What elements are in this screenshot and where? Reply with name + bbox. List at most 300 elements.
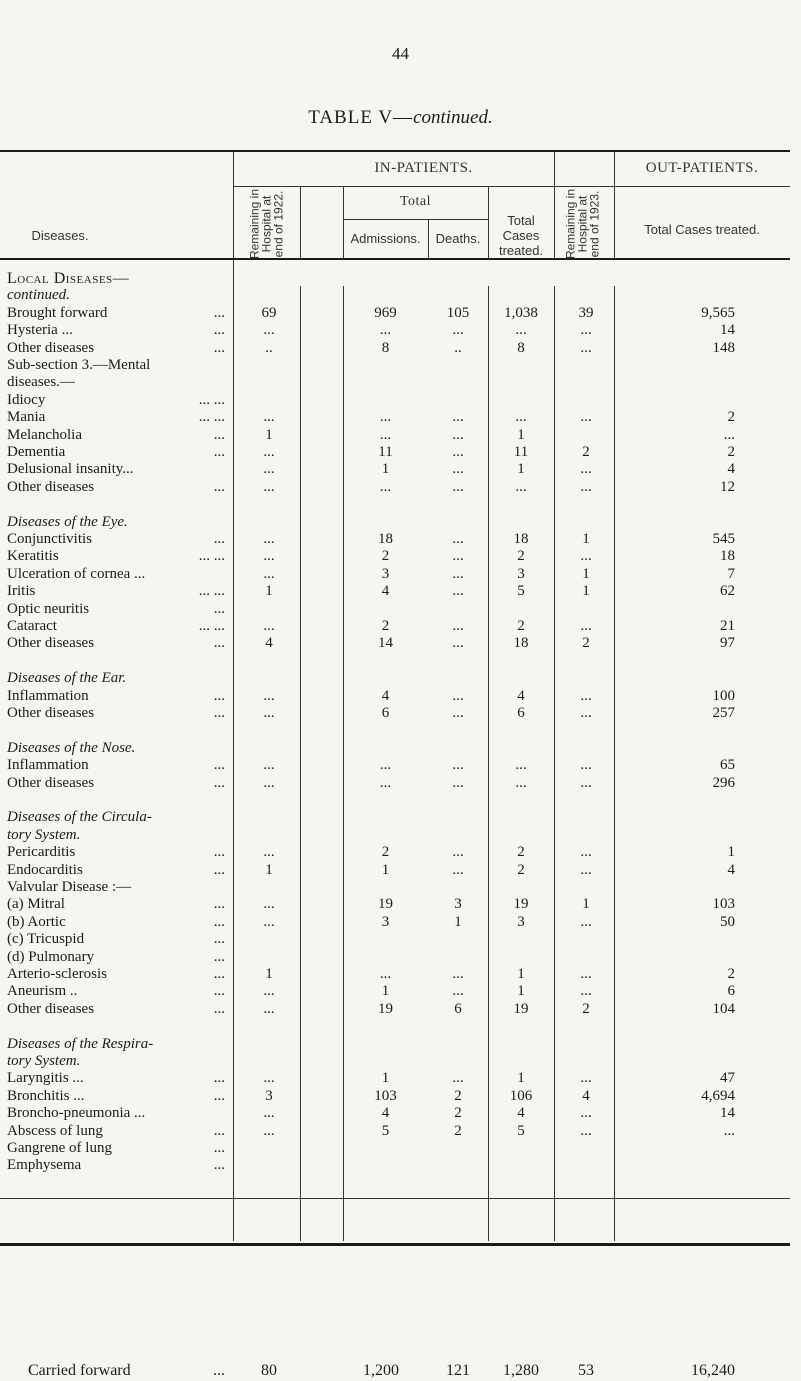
cell-deaths: ... (452, 322, 464, 339)
cell-remaining-1923: 1 (582, 583, 590, 600)
row-label: Melancholia (7, 426, 82, 443)
header-total: Total (399, 194, 432, 209)
cell-remaining-1922: ... (263, 757, 275, 774)
table-row (0, 548, 790, 565)
row-leader-dots: ... (213, 966, 225, 982)
cell-out-patients: 14 (720, 322, 735, 339)
row-label: Optic neuritis (7, 600, 90, 617)
table-row (0, 1123, 790, 1140)
cell-out-patients: ... (723, 426, 735, 443)
cell-out-patients: 100 (712, 687, 735, 704)
row-label: Other diseases (7, 339, 95, 356)
cell-total-cases: 2 (517, 548, 525, 565)
cell-remaining-1923: ... (580, 618, 592, 634)
row-leader-dots: ... (213, 983, 225, 1000)
cell-out-patients: 2 (727, 966, 735, 982)
cell-admissions: 19 (378, 896, 393, 913)
cell-deaths: ... (452, 444, 464, 460)
table-row (0, 705, 790, 722)
row-label: (c) Tricuspid (7, 931, 85, 948)
cell-remaining-1922: ... (263, 461, 275, 478)
row-label: Other diseases (7, 1000, 95, 1017)
table-row (0, 618, 790, 635)
row-leader-dots: ... (213, 931, 225, 948)
row-leader-dots: ... (213, 531, 225, 547)
row-label: Hysteria ... (7, 322, 73, 339)
row-label: (a) Mitral (7, 896, 65, 913)
cell-admissions: ... (379, 757, 392, 774)
cell-remaining-1923: 39 (578, 304, 594, 321)
row-label: tory System. (7, 826, 81, 843)
row-label: Endocarditis (7, 861, 83, 878)
cell-out-patients: 4 (727, 461, 735, 478)
cell-remaining-1922: ... (263, 687, 275, 704)
row-label: (d) Pulmonary (7, 948, 95, 965)
row-label: tory System. (7, 1053, 81, 1069)
cell-remaining-1923: ... (580, 409, 592, 426)
row-label: Bronchitis ... (7, 1087, 85, 1104)
table-row (0, 479, 790, 496)
cell-remaining-1922: ... (263, 618, 275, 634)
cell-admissions: 2 (381, 548, 390, 565)
row-label: Abscess of lung (7, 1122, 103, 1139)
header-total-cases-treated: Total Cases treated. (498, 213, 544, 258)
cell-out-patients: 18 (720, 548, 735, 565)
table-row (0, 531, 790, 548)
header-deaths: Deaths. (435, 231, 481, 246)
cell-out-patients: 103 (712, 896, 735, 913)
header-out-total-cases: Total Cases treated. (644, 222, 760, 237)
cell-deaths: ... (452, 983, 464, 1000)
cell-admissions: 1 (381, 983, 390, 1000)
row-label: Diseases of the Nose. (7, 739, 136, 756)
table-row (0, 966, 790, 983)
cell-total-cases: 3 (517, 565, 525, 582)
cell-remaining-1923: 4 (582, 1087, 590, 1104)
table-row (0, 496, 790, 513)
cell-deaths: ... (452, 705, 464, 721)
cell-deaths: ... (452, 844, 464, 861)
cell-deaths: 6 (454, 1000, 462, 1017)
cell-deaths: ... (452, 966, 464, 982)
cell-remaining-1922: ... (263, 409, 275, 426)
table-row (0, 427, 790, 444)
cell-total-cases: 2 (517, 844, 525, 861)
table-row (0, 583, 790, 600)
row-leader-dots: ... (213, 844, 225, 861)
cell-out-patients: 545 (712, 531, 735, 547)
cell-deaths: ... (452, 583, 464, 600)
cell-deaths: 2 (454, 1087, 462, 1104)
row-label: Emphysema (7, 1157, 82, 1174)
cell-total-cases: 8 (517, 339, 525, 356)
cell-deaths: ... (452, 478, 464, 495)
table-row (0, 566, 790, 583)
table-row (0, 1105, 790, 1122)
cell-remaining-1922: ... (263, 1000, 275, 1017)
cell-remaining-1922: 1 (265, 861, 273, 878)
table-title-continued: continued. (413, 107, 493, 128)
cell-remaining-1923: ... (580, 1070, 592, 1087)
table-row (0, 1001, 790, 1018)
header-diseases: Diseases. (31, 228, 89, 243)
row-label: continued. (7, 287, 70, 304)
row-label: Sub-section 3.—Mental (7, 357, 151, 373)
row-leader-dots: ... (213, 757, 225, 774)
table-row (0, 809, 790, 826)
cell-admissions: 969 (374, 304, 397, 321)
header-remaining-1923: Remaining in Hospital at end of 1923. (563, 188, 602, 260)
cell-remaining-1922: ... (263, 1070, 275, 1087)
cell-deaths: 2 (454, 1105, 462, 1122)
header-remaining-1922: Remaining in Hospital at end of 1922. (247, 188, 286, 260)
cell-out-patients: 257 (712, 705, 735, 721)
table-row (0, 357, 790, 374)
table-row (0, 392, 790, 409)
cell-remaining-1923: ... (580, 478, 592, 495)
row-label: Conjunctivitis (7, 531, 93, 547)
cell-deaths: 3 (454, 896, 462, 913)
cell-total-cases: 4 (517, 687, 525, 704)
cell-admissions: 5 (381, 1122, 390, 1139)
cell-total-cases: 6 (517, 705, 525, 721)
cell-total-cases: 1 (517, 966, 525, 982)
cell-remaining-1922: ... (263, 705, 275, 721)
cell-remaining-1923: ... (580, 844, 592, 861)
cell-remaining-1923: 2 (582, 635, 590, 652)
cell-total-cases: ... (515, 478, 527, 495)
cell-remaining-1922: ... (263, 478, 275, 495)
cell-remaining-1923: ... (580, 705, 592, 721)
table-row (0, 983, 790, 1000)
cell-admissions: 4 (381, 583, 390, 600)
table-row (0, 1140, 790, 1157)
table-row (0, 461, 790, 478)
table-row (0, 1088, 790, 1105)
cell-admissions: ... (379, 426, 392, 443)
cell-remaining-1923: ... (580, 322, 592, 339)
row-leader-dots: ... (213, 444, 225, 460)
cell-out-patients: 62 (720, 583, 735, 600)
row-label: Broncho-pneumonia ... (7, 1105, 146, 1122)
row-label: Arterio-sclerosis (7, 966, 107, 982)
row-leader-dots: ... (213, 635, 225, 652)
row-leader-dots: ... (213, 705, 225, 721)
cell-total-cases: ... (515, 774, 527, 791)
cell-admissions: 6 (381, 705, 390, 721)
row-label: Cataract (7, 618, 57, 634)
row-label: Other diseases (7, 478, 95, 495)
table-row (0, 792, 790, 809)
row-leader-dots: ... ... (198, 583, 225, 600)
carried-total-cases: 1,280 (503, 1362, 539, 1379)
cell-admissions: 3 (381, 913, 390, 930)
cell-out-patients: 12 (720, 478, 735, 495)
row-leader-dots: ... (213, 304, 225, 321)
row-label: Keratitis (7, 548, 59, 565)
cell-remaining-1922: 1 (265, 583, 273, 600)
row-leader-dots: ... (213, 896, 225, 913)
cell-total-cases: 4 (517, 1105, 525, 1122)
cell-out-patients: 1 (727, 844, 735, 861)
table-row (0, 305, 790, 322)
cell-admissions: 2 (381, 844, 390, 861)
cell-out-patients: 6 (727, 983, 735, 1000)
cell-remaining-1922: ... (263, 1105, 275, 1122)
cell-total-cases: 1 (517, 426, 525, 443)
cell-total-cases: 1 (517, 1070, 525, 1087)
header-out-patients: OUT-PATIENTS. (645, 160, 759, 176)
row-leader-dots: ... (213, 426, 225, 443)
carried-forward-row (0, 1361, 790, 1381)
cell-total-cases: 18 (513, 531, 529, 547)
cell-remaining-1922: 4 (265, 635, 273, 652)
table-row (0, 1157, 790, 1174)
cell-out-patients: 7 (727, 565, 735, 582)
row-label: Mania (7, 409, 46, 426)
table-title-main: TABLE V— (308, 107, 414, 128)
row-leader-dots: ... (213, 1087, 225, 1104)
table-row (0, 844, 790, 861)
cell-total-cases: 5 (517, 1122, 525, 1139)
row-label: Delusional insanity... (7, 461, 134, 478)
cell-remaining-1922: ... (263, 844, 275, 861)
cell-deaths: ... (452, 687, 464, 704)
cell-admissions: ... (379, 322, 392, 339)
cell-remaining-1923: 1 (582, 531, 590, 547)
table-row (0, 374, 790, 391)
row-label: Brought forward (7, 304, 108, 321)
cell-admissions: ... (379, 478, 392, 495)
cell-out-patients: 97 (720, 635, 735, 652)
cell-out-patients: 4 (727, 861, 735, 878)
table-frame (0, 150, 790, 1379)
row-label: Ulceration of cornea ... (7, 565, 146, 582)
table-row (0, 670, 790, 687)
cell-out-patients: 14 (720, 1105, 735, 1122)
cell-remaining-1922: ... (263, 565, 275, 582)
cell-total-cases: 19 (513, 896, 529, 913)
cell-deaths: ... (452, 409, 464, 426)
row-label: Inflammation (7, 757, 89, 774)
cell-total-cases: 1 (517, 461, 525, 478)
row-leader-dots: ... (213, 913, 225, 930)
row-leader-dots: ... (213, 948, 225, 965)
row-label: diseases.— (7, 374, 75, 391)
cell-total-cases: ... (515, 322, 527, 339)
cell-total-cases: 1,038 (504, 304, 538, 321)
cell-out-patients: 296 (712, 774, 735, 791)
table-row (0, 688, 790, 705)
row-label: Idiocy (7, 391, 46, 408)
cell-deaths: ... (452, 618, 464, 634)
cell-total-cases: 5 (517, 583, 525, 600)
cell-total-cases: 19 (513, 1000, 529, 1017)
table-row (0, 722, 790, 739)
table-row (0, 1018, 790, 1035)
cell-out-patients: ... (723, 1122, 735, 1139)
table-row (0, 827, 790, 844)
cell-admissions: ... (379, 774, 392, 791)
table-row (0, 914, 790, 931)
row-leader-dots: ... (213, 861, 225, 878)
cell-remaining-1923: ... (580, 1122, 592, 1139)
cell-remaining-1923: ... (580, 461, 592, 478)
cell-remaining-1922: ... (263, 531, 275, 547)
cell-out-patients: 9,565 (701, 304, 735, 321)
carried-remaining-1922: 80 (261, 1362, 277, 1379)
cell-remaining-1923: ... (580, 1105, 592, 1122)
row-label: Dementia (7, 444, 66, 460)
row-label: Other diseases (7, 774, 95, 791)
cell-remaining-1923: ... (580, 339, 592, 356)
table-row (0, 740, 790, 757)
table-row (0, 862, 790, 879)
cell-out-patients: 47 (720, 1070, 735, 1087)
cell-out-patients: 148 (712, 339, 735, 356)
row-label: Inflammation (7, 687, 89, 704)
cell-remaining-1922: 3 (265, 1087, 273, 1104)
row-label: Valvular Disease :— (7, 879, 132, 895)
cell-total-cases: 2 (517, 618, 525, 634)
row-label: Laryngitis ... (7, 1070, 84, 1087)
cell-admissions: 1 (381, 461, 390, 478)
row-leader-dots: ... (213, 1000, 225, 1017)
cell-admissions: 103 (374, 1087, 397, 1104)
cell-total-cases: ... (515, 409, 527, 426)
table-row (0, 949, 790, 966)
carried-forward-dots: ... (213, 1362, 225, 1379)
table-row (0, 653, 790, 670)
row-label: Diseases of the Eye. (7, 513, 128, 530)
row-leader-dots: ... ... (198, 618, 225, 634)
cell-remaining-1923: ... (580, 757, 592, 774)
row-leader-dots: ... (213, 339, 225, 356)
cell-admissions: 3 (381, 565, 390, 582)
cell-deaths: ... (452, 426, 464, 443)
header-in-patients: IN-PATIENTS. (374, 160, 473, 176)
cell-admissions: 1 (381, 861, 390, 878)
cell-deaths: 105 (446, 304, 470, 321)
row-label: (b) Aortic (7, 913, 66, 930)
header-admissions: Admissions. (350, 231, 421, 246)
row-label: Diseases of the Ear. (7, 670, 127, 687)
cell-admissions: 8 (381, 339, 390, 356)
row-label: Pericarditis (7, 844, 76, 861)
table-row (0, 1036, 790, 1053)
row-label: Gangrene of lung (7, 1140, 112, 1156)
cell-remaining-1923: ... (580, 913, 592, 930)
cell-remaining-1923: ... (580, 966, 592, 982)
cell-remaining-1923: 2 (582, 1000, 590, 1017)
page-number: 44 (392, 44, 409, 63)
cell-out-patients: 2 (727, 444, 735, 460)
row-label: Other diseases (7, 635, 95, 652)
cell-out-patients: 104 (712, 1000, 735, 1017)
cell-remaining-1923: ... (580, 548, 592, 565)
cell-total-cases: 1 (517, 983, 525, 1000)
row-leader-dots: ... ... (198, 548, 225, 565)
table-row (0, 1070, 790, 1087)
table-row (0, 931, 790, 948)
cell-total-cases: 106 (509, 1087, 533, 1104)
cell-total-cases: 18 (513, 635, 529, 652)
cell-remaining-1922: 1 (265, 426, 273, 443)
row-label: Aneurism .. (7, 983, 78, 1000)
cell-remaining-1922: ... (263, 548, 275, 565)
carried-out-patients: 16,240 (691, 1362, 735, 1379)
cell-total-cases: 11 (513, 444, 529, 460)
cell-remaining-1923: ... (580, 983, 592, 1000)
cell-remaining-1922: 69 (261, 304, 277, 321)
cell-remaining-1922: ... (263, 983, 275, 1000)
cell-out-patients: 4,694 (701, 1087, 735, 1104)
carried-deaths: 121 (446, 1362, 470, 1379)
carried-admissions: 1,200 (363, 1362, 399, 1379)
row-leader-dots: ... ... (198, 409, 225, 426)
carried-forward-label: Carried forward (28, 1362, 131, 1379)
row-leader-dots: ... (213, 1070, 225, 1087)
cell-deaths: ... (452, 774, 464, 791)
table-row (0, 757, 790, 774)
table-row (0, 409, 790, 426)
cell-deaths: 1 (454, 913, 462, 930)
cell-deaths: ... (452, 461, 464, 478)
cell-remaining-1923: ... (580, 861, 592, 878)
row-leader-dots: ... (213, 478, 225, 495)
row-leader-dots: ... (213, 1122, 225, 1139)
cell-admissions: 18 (378, 531, 393, 547)
table-row (0, 601, 790, 618)
table-row (0, 287, 790, 304)
cell-remaining-1922: ... (263, 1122, 275, 1139)
table-row (0, 879, 790, 896)
cell-admissions: 2 (381, 618, 390, 634)
cell-remaining-1922: ... (263, 444, 275, 460)
cell-remaining-1922: ... (263, 896, 275, 913)
table-row (0, 514, 790, 531)
cell-total-cases: 2 (517, 861, 525, 878)
cell-deaths: ... (452, 635, 464, 652)
cell-admissions: 1 (381, 1070, 390, 1087)
table-row (0, 340, 790, 357)
cell-total-cases: 3 (517, 913, 525, 930)
cell-admissions: 4 (381, 687, 390, 704)
row-label: Iritis (7, 583, 36, 600)
row-label: Diseases of the Respira- (7, 1035, 154, 1052)
table-row (0, 444, 790, 461)
table-row (0, 322, 790, 339)
cell-deaths: .. (454, 339, 462, 356)
cell-admissions: 4 (381, 1105, 390, 1122)
cell-total-cases: ... (515, 757, 527, 774)
row-label: Other diseases (7, 705, 95, 721)
row-leader-dots: ... ... (198, 391, 225, 408)
cell-deaths: ... (452, 565, 464, 582)
table-row (0, 270, 790, 287)
cell-remaining-1923: ... (580, 687, 592, 704)
table-title (0, 107, 801, 129)
cell-deaths: ... (452, 548, 464, 565)
cell-remaining-1923: ... (580, 774, 592, 791)
cell-out-patients: 2 (727, 409, 735, 426)
table-row (0, 775, 790, 792)
table-row (0, 896, 790, 913)
cell-admissions: ... (379, 966, 392, 982)
carried-remaining-1923: 53 (578, 1362, 594, 1379)
cell-deaths: ... (452, 531, 464, 547)
cell-out-patients: 21 (720, 618, 735, 634)
